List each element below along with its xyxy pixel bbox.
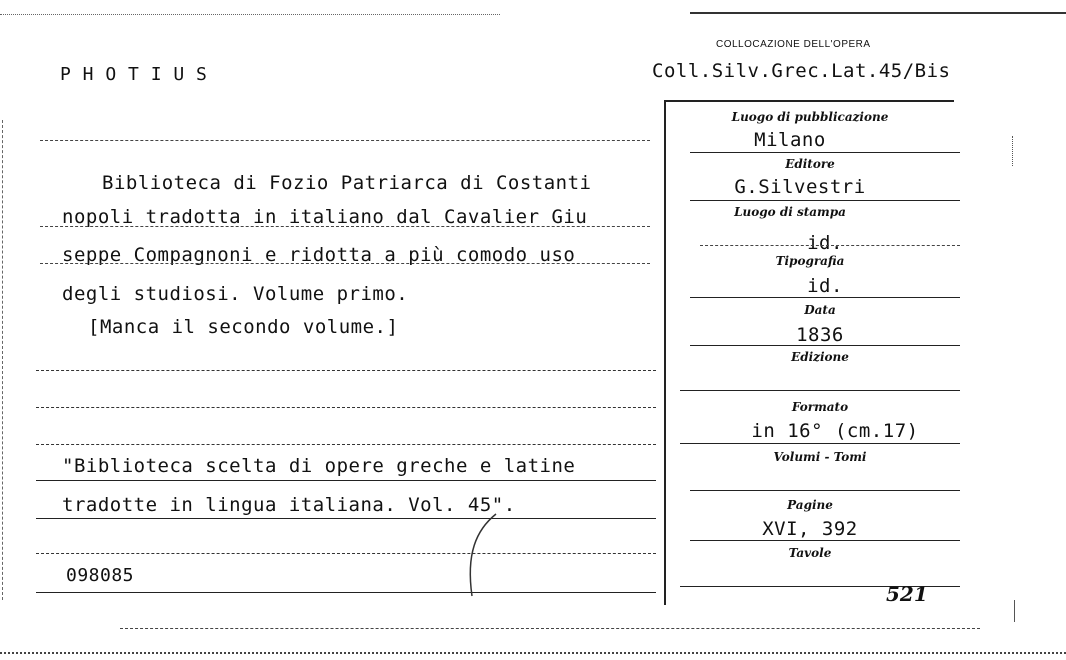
editore-label: Editore [785,157,835,171]
bottom-rule [120,628,980,629]
volumi-tomi-label: Volumi - Tomi [773,450,867,464]
rule [690,540,960,541]
data-label: Data [804,303,836,317]
rule [690,297,960,298]
pagine-label: Pagine [787,498,833,512]
description-line: Biblioteca di Fozio Patriarca di Costanti [102,172,592,194]
rule [36,370,656,371]
editore-value: G.Silvestri [734,176,866,198]
tipografia-label: Tipografia [775,254,845,268]
rule [690,200,960,201]
top-edge-mark [0,14,500,15]
series-line: tradotte in lingua italiana. Vol. 45". [62,494,516,516]
formato-label: Formato [791,400,849,414]
rule [36,407,656,408]
luogo-pubblicazione-value: Milano [754,129,826,151]
rule [680,390,960,391]
rule [664,100,954,102]
rule [680,443,960,444]
inventory-number: 098085 [66,565,135,586]
column-divider [664,100,666,605]
rule [36,592,656,593]
pen-stroke [462,510,502,600]
description-line: seppe Compagnoni e ridotta a più comodo uso [62,244,576,266]
rule [690,490,960,491]
rule [40,226,650,227]
top-edge-mark [690,12,1066,14]
rule [36,518,656,519]
data-value: 1836 [796,324,844,346]
rule [690,152,960,153]
rule [40,263,650,264]
rule [36,553,656,554]
pagine-value: XVI, 392 [762,518,858,540]
rule [700,245,960,246]
formato-value: in 16° (cm.17) [751,420,919,442]
collocazione-caption: COLLOCAZIONE DELL'OPERA [716,39,871,50]
left-edge-mark [2,120,3,600]
rule [690,345,960,346]
tavole-label: Tavole [788,546,832,560]
right-edge-mark [1014,600,1015,622]
luogo-stampa-value: id. [807,232,843,254]
handwritten-number: 521 [886,582,928,606]
edizione-label: Edizione [791,350,849,364]
luogo-pubblicazione-label: Luogo di pubblicazione [731,110,889,124]
description-line: nopoli tradotta in italiano dal Cavalier Giu [62,206,588,228]
bottom-edge-mark [0,652,1066,654]
author-heading: P H O T I U S [60,64,208,85]
tipografia-value: id. [807,275,843,297]
collocazione-value: Coll.Silv.Grec.Lat.45/Bis [652,60,951,82]
rule [36,444,656,445]
rule [40,140,650,141]
rule [36,480,656,481]
right-edge-mark [1012,136,1013,166]
series-line: "Biblioteca scelta di opere greche e latine [62,455,576,477]
description-line: degli studiosi. Volume primo. [62,283,409,305]
description-note: [Manca il secondo volume.] [88,316,399,338]
luogo-stampa-label: Luogo di stampa [734,205,846,219]
